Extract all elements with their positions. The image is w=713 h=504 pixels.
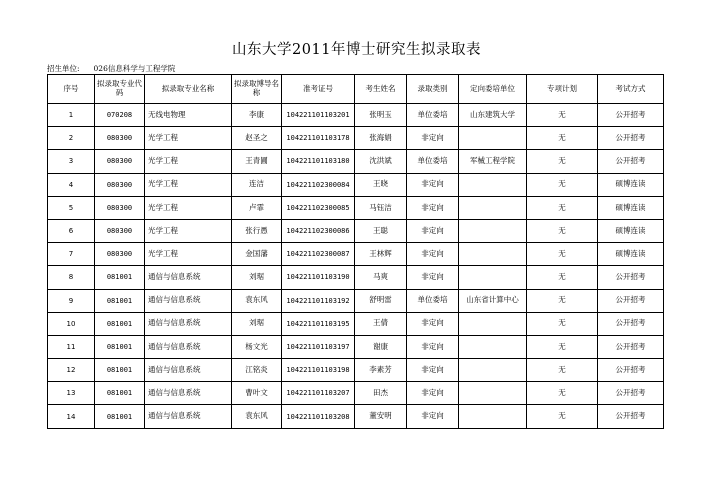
header-row [48, 75, 664, 104]
cell-category: 非定向 [407, 382, 459, 405]
cell-name: 王聪 [355, 219, 407, 242]
cell-plan: 无 [527, 359, 598, 382]
cell-plan: 无 [527, 335, 598, 358]
cell-plan: 无 [527, 382, 598, 405]
cell-unit [459, 382, 527, 405]
cell-advisor: 刘琚 [232, 266, 282, 289]
cell-method: 公开招考 [598, 382, 664, 405]
cell-advisor: 赵圣之 [232, 127, 282, 150]
cell-unit [459, 359, 527, 382]
cell-exam-no: 104221102300086 [282, 219, 355, 242]
cell-seq: 4 [48, 173, 95, 196]
cell-major: 无线电物理 [145, 104, 232, 127]
cell-major: 通信与信息系统 [145, 382, 232, 405]
cell-advisor: 王青圃 [232, 150, 282, 173]
table-row [48, 196, 664, 219]
cell-code: 081001 [95, 312, 145, 335]
cell-name: 田杰 [355, 382, 407, 405]
cell-name: 王晓 [355, 173, 407, 196]
cell-exam-no: 104221101103180 [282, 150, 355, 173]
cell-seq: 10 [48, 312, 95, 335]
cell-method: 硕博连读 [598, 196, 664, 219]
cell-exam-no: 104221101103207 [282, 382, 355, 405]
cell-method: 公开招考 [598, 150, 664, 173]
page-title: 山东大学2011年博士研究生拟录取表 [232, 42, 481, 58]
cell-major: 光学工程 [145, 243, 232, 266]
header-category: 录取类别 [407, 75, 459, 104]
cell-category: 非定向 [407, 405, 459, 428]
cell-code: 081001 [95, 405, 145, 428]
cell-method: 硕博连读 [598, 219, 664, 242]
cell-exam-no: 104221102300084 [282, 173, 355, 196]
cell-plan: 无 [527, 219, 598, 242]
table-row [48, 335, 664, 358]
cell-exam-no: 104221101103198 [282, 359, 355, 382]
cell-method: 公开招考 [598, 335, 664, 358]
cell-exam-no: 104221101103197 [282, 335, 355, 358]
cell-advisor: 江铭炎 [232, 359, 282, 382]
cell-category: 非定向 [407, 335, 459, 358]
cell-unit [459, 127, 527, 150]
table-row [48, 173, 664, 196]
cell-name: 谢康 [355, 335, 407, 358]
cell-category: 非定向 [407, 127, 459, 150]
header-major: 拟录取专业名称 [145, 75, 232, 104]
cell-major: 通信与信息系统 [145, 312, 232, 335]
cell-advisor: 袁东风 [232, 405, 282, 428]
cell-seq: 6 [48, 219, 95, 242]
cell-unit [459, 173, 527, 196]
cell-major: 光学工程 [145, 150, 232, 173]
cell-code: 081001 [95, 335, 145, 358]
cell-code: 080300 [95, 173, 145, 196]
cell-seq: 3 [48, 150, 95, 173]
cell-exam-no: 104221101103178 [282, 127, 355, 150]
admission-table [47, 74, 664, 429]
cell-category: 非定向 [407, 196, 459, 219]
unit-value: 026信息科学与工程学院 [93, 64, 176, 73]
table-row [48, 219, 664, 242]
cell-major: 通信与信息系统 [145, 335, 232, 358]
table-row [48, 150, 664, 173]
cell-advisor: 金国藩 [232, 243, 282, 266]
cell-name: 马钰洁 [355, 196, 407, 219]
cell-name: 王倩 [355, 312, 407, 335]
cell-exam-no: 104221101103208 [282, 405, 355, 428]
cell-category: 单位委培 [407, 150, 459, 173]
header-code: 拟录取专业代码 [95, 75, 145, 104]
cell-exam-no: 104221101103195 [282, 312, 355, 335]
table-row [48, 266, 664, 289]
cell-advisor: 曹叶文 [232, 382, 282, 405]
cell-plan: 无 [527, 243, 598, 266]
cell-plan: 无 [527, 196, 598, 219]
cell-method: 公开招考 [598, 266, 664, 289]
cell-seq: 2 [48, 127, 95, 150]
table-row [48, 127, 664, 150]
cell-seq: 11 [48, 335, 95, 358]
header-plan: 专项计划 [527, 75, 598, 104]
cell-code: 081001 [95, 266, 145, 289]
table-row [48, 289, 664, 312]
cell-unit: 山东建筑大学 [459, 104, 527, 127]
cell-unit [459, 219, 527, 242]
unit-label: 招生单位: [47, 64, 80, 73]
cell-category: 单位委培 [407, 104, 459, 127]
cell-major: 通信与信息系统 [145, 359, 232, 382]
cell-major: 通信与信息系统 [145, 405, 232, 428]
cell-method: 硕博连读 [598, 173, 664, 196]
cell-exam-no: 104221101103190 [282, 266, 355, 289]
cell-advisor: 袁东风 [232, 289, 282, 312]
cell-category: 单位委培 [407, 289, 459, 312]
cell-major: 光学工程 [145, 219, 232, 242]
header-advisor: 拟录取博导名称 [232, 75, 282, 104]
cell-name: 张海娟 [355, 127, 407, 150]
cell-advisor: 张行愚 [232, 219, 282, 242]
cell-major: 光学工程 [145, 127, 232, 150]
cell-name: 张明玉 [355, 104, 407, 127]
cell-seq: 1 [48, 104, 95, 127]
cell-code: 081001 [95, 359, 145, 382]
cell-method: 公开招考 [598, 359, 664, 382]
header-exam-no: 准考证号 [282, 75, 355, 104]
cell-code: 080300 [95, 243, 145, 266]
cell-code: 080300 [95, 196, 145, 219]
cell-method: 公开招考 [598, 312, 664, 335]
cell-unit: 山东省计算中心 [459, 289, 527, 312]
cell-unit [459, 335, 527, 358]
header-unit: 定向委培单位 [459, 75, 527, 104]
cell-seq: 12 [48, 359, 95, 382]
cell-code: 081001 [95, 289, 145, 312]
cell-seq: 7 [48, 243, 95, 266]
cell-exam-no: 104221102300087 [282, 243, 355, 266]
cell-name: 王林辉 [355, 243, 407, 266]
cell-category: 非定向 [407, 219, 459, 242]
cell-unit [459, 312, 527, 335]
cell-plan: 无 [527, 312, 598, 335]
cell-code: 070208 [95, 104, 145, 127]
cell-seq: 14 [48, 405, 95, 428]
cell-unit [459, 266, 527, 289]
admission-unit [47, 63, 175, 74]
cell-name: 董安明 [355, 405, 407, 428]
cell-seq: 5 [48, 196, 95, 219]
cell-plan: 无 [527, 266, 598, 289]
header-method: 考试方式 [598, 75, 664, 104]
cell-unit: 军械工程学院 [459, 150, 527, 173]
cell-seq: 13 [48, 382, 95, 405]
cell-exam-no: 104221101103201 [282, 104, 355, 127]
cell-unit [459, 243, 527, 266]
cell-category: 非定向 [407, 243, 459, 266]
cell-exam-no: 104221101103192 [282, 289, 355, 312]
cell-method: 公开招考 [598, 405, 664, 428]
cell-plan: 无 [527, 405, 598, 428]
table-row [48, 104, 664, 127]
header-seq: 序号 [48, 75, 95, 104]
cell-category: 非定向 [407, 266, 459, 289]
cell-advisor: 卢霏 [232, 196, 282, 219]
cell-major: 光学工程 [145, 196, 232, 219]
cell-plan: 无 [527, 104, 598, 127]
cell-code: 080300 [95, 150, 145, 173]
cell-plan: 无 [527, 127, 598, 150]
cell-name: 沈洪斌 [355, 150, 407, 173]
cell-method: 公开招考 [598, 104, 664, 127]
cell-plan: 无 [527, 173, 598, 196]
cell-method: 公开招考 [598, 127, 664, 150]
cell-name: 马爽 [355, 266, 407, 289]
cell-advisor: 刘琚 [232, 312, 282, 335]
cell-exam-no: 104221102300085 [282, 196, 355, 219]
header-name: 考生姓名 [355, 75, 407, 104]
cell-code: 080300 [95, 127, 145, 150]
table-row [48, 359, 664, 382]
cell-code: 080300 [95, 219, 145, 242]
table-row [48, 405, 664, 428]
cell-category: 非定向 [407, 359, 459, 382]
table-row [48, 243, 664, 266]
cell-unit [459, 405, 527, 428]
cell-unit [459, 196, 527, 219]
cell-advisor: 连洁 [232, 173, 282, 196]
cell-seq: 8 [48, 266, 95, 289]
cell-plan: 无 [527, 150, 598, 173]
cell-name: 李素芳 [355, 359, 407, 382]
table-row [48, 312, 664, 335]
cell-category: 非定向 [407, 173, 459, 196]
cell-advisor: 杨文光 [232, 335, 282, 358]
cell-major: 光学工程 [145, 173, 232, 196]
cell-seq: 9 [48, 289, 95, 312]
cell-method: 公开招考 [598, 289, 664, 312]
cell-code: 081001 [95, 382, 145, 405]
cell-major: 通信与信息系统 [145, 289, 232, 312]
table-row [48, 382, 664, 405]
cell-category: 非定向 [407, 312, 459, 335]
cell-major: 通信与信息系统 [145, 266, 232, 289]
cell-method: 硕博连读 [598, 243, 664, 266]
cell-name: 舒明雷 [355, 289, 407, 312]
cell-advisor: 李康 [232, 104, 282, 127]
cell-plan: 无 [527, 289, 598, 312]
